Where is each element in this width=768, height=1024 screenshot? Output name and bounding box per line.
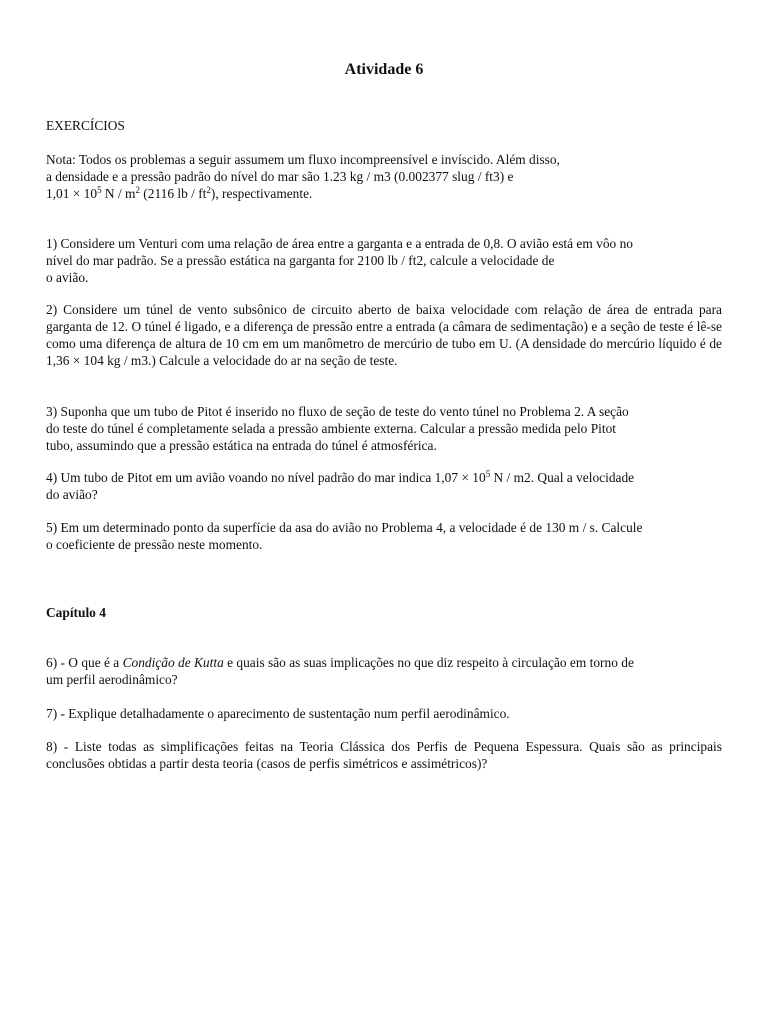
question-6-line-2: um perfil aerodinâmico?	[46, 672, 178, 687]
document-page	[46, 0, 722, 1024]
question-4-line-1: 4) Um tubo de Pitot em um avião voando no nível padrão do mar indica $1,07 \times 10^5$ N / m2. Qual a velocidade	[46, 469, 635, 485]
note-line-3: $1,01 \times 10^5$ N / $m^2$ (2116 lb / $ft^2$), respectivamente.	[46, 185, 313, 201]
question-7: 7) - Explique detalhadamente o aparecimento de sustentação num perfil aerodinâmico.	[46, 706, 510, 721]
question-3-line-1: 3) Suponha que um tubo de Pitot é inserido no fluxo de seção de teste do vento túnel no Problema 2. A seção	[46, 404, 629, 419]
question-3-line-3: tubo, assumindo que a pressão estática na entrada do túnel é atmosférica.	[46, 438, 437, 453]
question-5-line-2: o coeficiente de pressão neste momento.	[46, 537, 263, 552]
question-6	[46, 654, 722, 688]
question-4-line-2: do avião?	[46, 487, 98, 502]
question-1-line-1: 1) Considere um Venturi com uma relação de área entre a garganta e a entrada de 0,8. O avião está em vôo no	[46, 236, 633, 251]
note-line-1: Nota: Todos os problemas a seguir assumem um fluxo incompreensível e invíscido. Além disso,	[46, 152, 560, 167]
question-3-line-2: do teste do túnel é completamente selada a pressão ambiente externa. Calcular a pressão medida pelo Pitot	[46, 421, 617, 436]
kutta-condition-term: Condição de Kutta	[122, 655, 224, 670]
question-2: 2) Considere um túnel de vento subsônico de circuito aberto de baixa velocidade com relação de área de entrada para garganta de 12. O túnel é ligado, e a diferença de pressão entre a entrada (a câmara de sedimentação) e a seção de teste é lê-se como uma diferença de altura de 10 cm em um manômetro de mercúrio de tubo em U. (A densidade do mercúrio líquido é de 1,36 × 104 kg / m3.) Calcule a velocidade do ar na seção de teste.	[46, 302, 722, 368]
question-4	[46, 469, 722, 503]
section-heading-exercicios: EXERCÍCIOS	[46, 118, 125, 133]
note-paragraph	[46, 151, 722, 202]
question-8: 8) - Liste todas as simplificações feitas na Teoria Clássica dos Perfis de Pequena Espessura. Quais são as principais conclusões obtidas a partir desta teoria (casos de perfis simétricos e assimétricos)?	[46, 739, 722, 771]
note-line-2: a densidade e a pressão padrão do nível do mar são 1.23 kg / m3 (0.002377 slug / ft3) e	[46, 169, 514, 184]
question-1-line-3: o avião.	[46, 270, 89, 285]
question-3	[46, 403, 722, 454]
page-title: Atividade 6	[344, 61, 424, 78]
question-6-line-1: 6) - O que é a Condição de Kutta e quais são as suas implicações no que diz respeito à circulação em torno de	[46, 655, 634, 670]
question-1	[46, 235, 722, 286]
question-1-line-2: nível do mar padrão. Se a pressão estática na garganta for 2100 lb / ft2, calcule a velocidade de	[46, 253, 555, 268]
chapter-heading: Capítulo 4	[46, 605, 106, 620]
question-5-line-1: 5) Em um determinado ponto da superfície da asa do avião no Problema 4, a velocidade é de 130 m / s. Calcule	[46, 520, 643, 535]
question-5	[46, 519, 722, 553]
